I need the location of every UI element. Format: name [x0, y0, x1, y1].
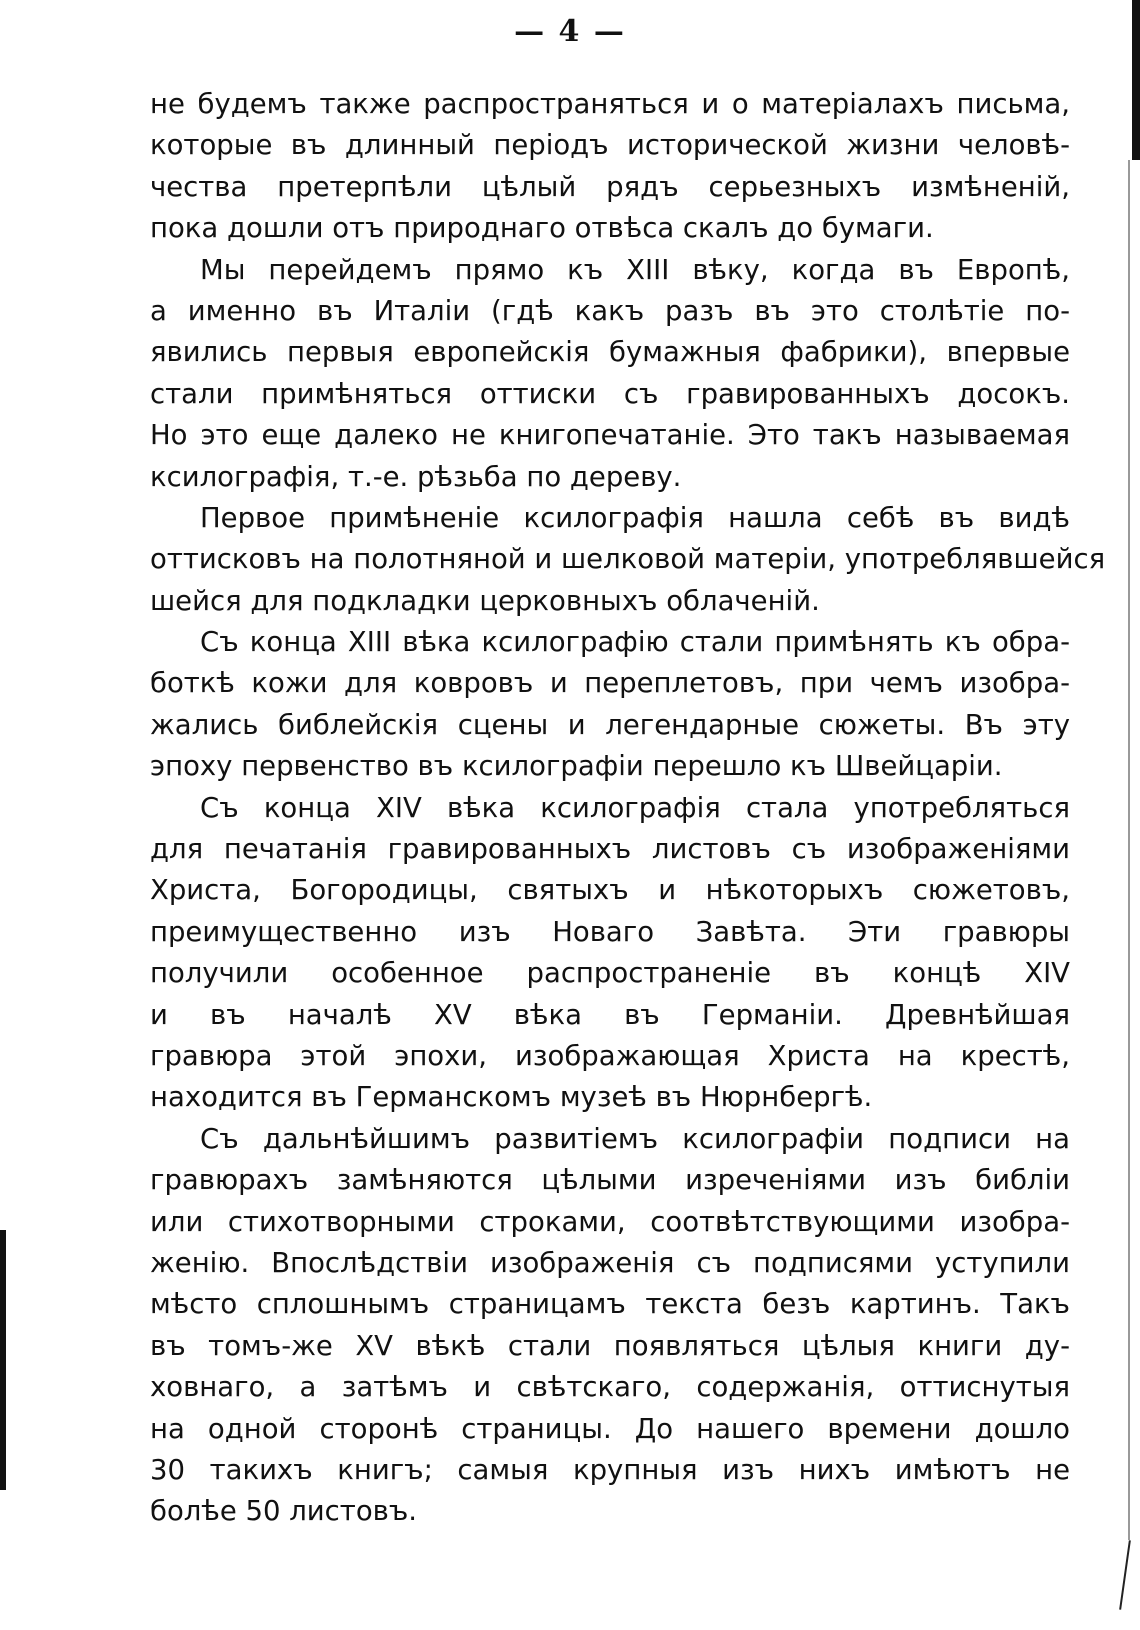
text-line: Первое примѣненіе ксилографія нашла себѣ въ видѣ [200, 501, 1070, 534]
paragraph [150, 498, 1106, 622]
text-line: боткѣ кожи для ковровъ и переплетовъ, при чемъ изобра- [150, 667, 1070, 700]
page-number: — 4 — [514, 14, 626, 49]
paragraph [150, 250, 1070, 498]
text-line: 30 такихъ книгъ; самыя крупныя изъ нихъ имѣютъ не [150, 1453, 1070, 1486]
text-line: гравюрахъ замѣняются цѣлыми изреченіями изъ библіи [150, 1164, 1070, 1197]
paragraph [150, 622, 1070, 788]
text-line: въ томъ-же XV вѣкѣ стали появляться цѣлыя книги ду- [150, 1329, 1070, 1362]
text-line: пока дошли отъ природнаго отвѣса скалъ до бумаги. [150, 212, 934, 245]
text-line: на одной сторонѣ страницы. До нашего времени дошло [150, 1412, 1070, 1445]
text-line: а именно въ Италіи (гдѣ какъ разъ въ это столѣтіе по- [150, 294, 1070, 327]
text-line: Христа, Богородицы, святыхъ и нѣкоторыхъ сюжетовъ, [150, 874, 1070, 907]
text-line: шейся для подкладки церковныхъ облаченій. [150, 584, 820, 617]
text-line: получили особенное распространеніе въ концѣ XIV [150, 957, 1070, 990]
text-line: преимущественно изъ Новаго Завѣта. Эти гравюры [150, 915, 1070, 948]
text-line: ховнаго, а затѣмъ и свѣтскаго, содержанія, оттиснутыя [150, 1371, 1070, 1404]
text-line: Но это еще далеко не книгопечатаніе. Это такъ называемая [150, 419, 1070, 452]
text-line: или стихотворными строками, соотвѣтствующими изобра- [150, 1205, 1070, 1238]
paragraph [150, 84, 1070, 250]
text-line: чества претерпѣли цѣлый рядъ серьезныхъ измѣненій, [150, 170, 1070, 203]
text-line: жались библейскія сцены и легендарные сюжеты. Въ эту [150, 708, 1070, 741]
paragraph [150, 788, 1070, 1119]
text-line: ксилографія, т.-е. рѣзьба по дереву. [150, 460, 682, 493]
text-line: Мы перейдемъ прямо къ XIII вѣку, когда въ Европѣ, [200, 253, 1070, 286]
scan-edge-mark-right [1119, 1540, 1131, 1610]
text-line: для печатанія гравированныхъ листовъ съ изображеніями [150, 833, 1070, 866]
text-line: стали примѣняться оттиски съ гравированныхъ досокъ. [150, 377, 1070, 410]
text-line: не будемъ также распространяться и о матеріалахъ письма, [150, 88, 1070, 120]
text-line: мѣсто сплошнымъ страницамъ текста безъ картинъ. Такъ [150, 1288, 1070, 1321]
body-text [150, 84, 1106, 1533]
text-line: женію. Впослѣдствіи изображенія съ подписями уступили [150, 1246, 1070, 1279]
text-line: эпоху первенство въ ксилографіи перешло къ Швейцаріи. [150, 750, 1003, 783]
scan-edge-line-right [1128, 160, 1130, 1540]
text-line: Съ конца XIII вѣка ксилографію стали примѣнять къ обра- [200, 626, 1070, 659]
text-line: оттисковъ на полотняной и шелковой матеріи, употреблявшейся [150, 543, 1106, 576]
text-line: Съ конца XIV вѣка ксилографія стала употребляться [200, 791, 1070, 824]
text-line: находится въ Германскомъ музеѣ въ Нюрнбергѣ. [150, 1081, 873, 1114]
text-line: и въ началѣ XV вѣка въ Германіи. Древнѣйшая [150, 998, 1070, 1031]
paragraph [150, 1119, 1070, 1533]
text-line: которые въ длинный періодъ исторической жизни человѣ- [150, 129, 1070, 162]
scan-edge-shadow-left [0, 1230, 6, 1490]
text-line: явились первыя европейскія бумажныя фабрики), впервые [150, 336, 1070, 369]
text-line: Съ дальнѣйшимъ развитіемъ ксилографіи подписи на [200, 1122, 1070, 1155]
text-line: гравюра этой эпохи, изображающая Христа на крестѣ, [150, 1039, 1070, 1072]
text-line: болѣе 50 листовъ. [150, 1495, 418, 1528]
